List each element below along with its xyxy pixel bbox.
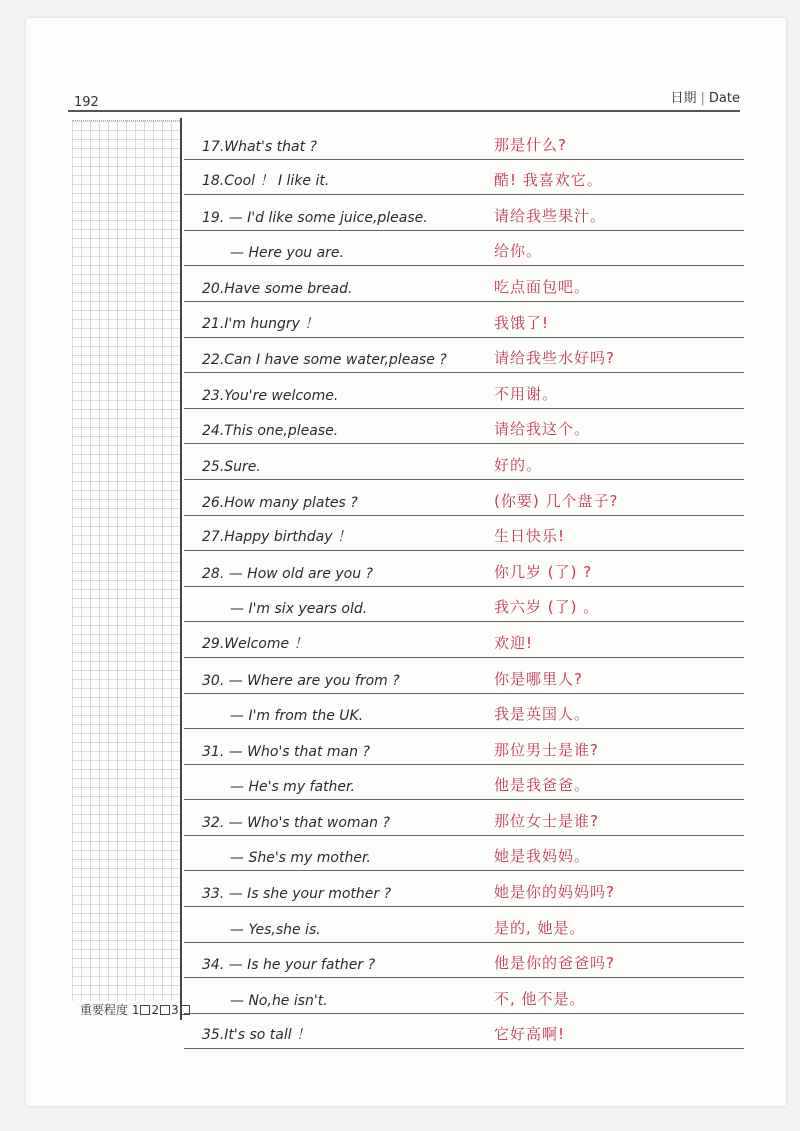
phrase-row [184,658,744,694]
chinese-translation: 那位男士是谁? [494,740,599,759]
phrase-row [184,480,744,516]
chinese-translation: 那位女士是谁? [494,811,599,830]
english-phrase: — Yes,she is. [230,921,321,938]
importance-rating [80,1001,191,1018]
checkbox-icon[interactable] [140,1005,150,1015]
english-phrase: 22.Can I have some water,please ? [202,352,447,369]
chinese-translation: 给你。 [494,242,543,261]
phrase-row [184,409,744,445]
chinese-translation: 请给我这个。 [494,420,591,439]
chinese-translation: 不用谢。 [494,384,559,403]
english-phrase: 20.Have some bread. [202,280,353,297]
importance-option-3: 3 [171,1003,179,1017]
english-phrase: 29.Welcome ！ [202,635,308,652]
chinese-translation: 欢迎! [494,633,534,652]
phrase-row [184,266,744,302]
english-phrase: 31. — Who's that man ? [202,743,370,760]
chinese-translation: 她是你的妈妈吗? [494,883,615,902]
phrase-row [184,800,744,836]
phrase-row [184,836,744,872]
english-phrase: — Here you are. [230,245,344,262]
chinese-translation: 她是我妈妈。 [494,847,591,866]
phrase-row [184,373,744,409]
english-phrase: — No,he isn't. [230,992,328,1009]
chinese-translation: 生日快乐! [494,527,566,546]
phrase-row [184,195,744,231]
chinese-translation: 请给我些水好吗? [494,349,615,368]
english-phrase: 23.You're welcome. [202,387,339,404]
chinese-translation: 吃点面包吧。 [494,277,591,296]
english-phrase: 25.Sure. [202,458,261,475]
english-phrase: 17.What's that ? [202,138,317,155]
phrase-row [184,124,744,160]
chinese-translation: 不, 他不是。 [494,989,586,1008]
english-phrase: 28. — How old are you ? [202,565,373,582]
english-phrase: 18.Cool ！ I like it. [202,173,330,190]
english-phrase: — She's my mother. [230,850,371,867]
phrase-row [184,160,744,196]
english-phrase: — He's my father. [230,779,355,796]
phrase-list [184,124,744,1049]
chinese-translation: 我饿了! [494,313,550,332]
chinese-translation: 请给我些果汁。 [494,206,607,225]
chinese-translation: 他是我爸爸。 [494,776,591,795]
phrase-row [184,338,744,374]
phrase-row [184,871,744,907]
english-phrase: 19. — I'd like some juice,please. [202,209,428,226]
phrase-row [184,907,744,943]
phrase-row [184,765,744,801]
english-phrase: 35.It's so tall ！ [202,1027,311,1044]
phrase-row [184,516,744,552]
phrase-row [184,978,744,1014]
phrase-row [184,622,744,658]
chinese-translation: 他是你的爸爸吗? [494,954,615,973]
phrase-row [184,587,744,623]
chinese-translation: (你要) 几个盘子? [494,491,619,510]
chinese-translation: 你几岁 (了) ? [494,562,593,581]
checkbox-icon[interactable] [160,1005,170,1015]
date-label-en: Date [708,91,740,106]
phrase-row [184,302,744,338]
phrase-row [184,551,744,587]
english-phrase: 30. — Where are you from ? [202,672,400,689]
english-phrase: 26.How many plates ? [202,494,358,511]
margin-grid [72,120,180,1001]
phrase-row [184,729,744,765]
chinese-translation: 好的。 [494,455,543,474]
english-phrase: 34. — Is he your father ? [202,957,376,974]
header-rule [68,110,740,112]
importance-label: 重要程度 [80,1003,129,1017]
chinese-translation: 我是英国人。 [494,705,591,724]
english-phrase: 27.Happy birthday ！ [202,529,351,546]
chinese-translation: 是的, 她是。 [494,918,586,937]
phrase-row [184,943,744,979]
phrase-row [184,231,744,267]
chinese-translation: 我六岁 (了) 。 [494,598,600,617]
phrase-row [184,694,744,730]
date-label: 日期 | Date [670,91,740,106]
phrase-row [184,1014,744,1050]
page-number: 192 [74,95,99,110]
margin-rule [180,118,182,1020]
english-phrase: 21.I'm hungry ！ [202,315,319,332]
chinese-translation: 它好高啊! [494,1025,566,1044]
importance-option-1: 1 [131,1003,140,1017]
chinese-translation: 那是什么? [494,135,567,154]
english-phrase: — I'm from the UK. [230,708,364,725]
phrase-row [184,444,744,480]
date-label-zh: 日期 [670,91,697,106]
english-phrase: — I'm six years old. [230,601,368,618]
english-phrase: 32. — Who's that woman ? [202,814,390,831]
english-phrase: 33. — Is she your mother ? [202,886,392,903]
chinese-translation: 酷! 我喜欢它。 [494,171,603,190]
importance-option-2: 2 [151,1003,160,1017]
english-phrase: 24.This one,please. [202,423,339,440]
chinese-translation: 你是哪里人? [494,669,583,688]
